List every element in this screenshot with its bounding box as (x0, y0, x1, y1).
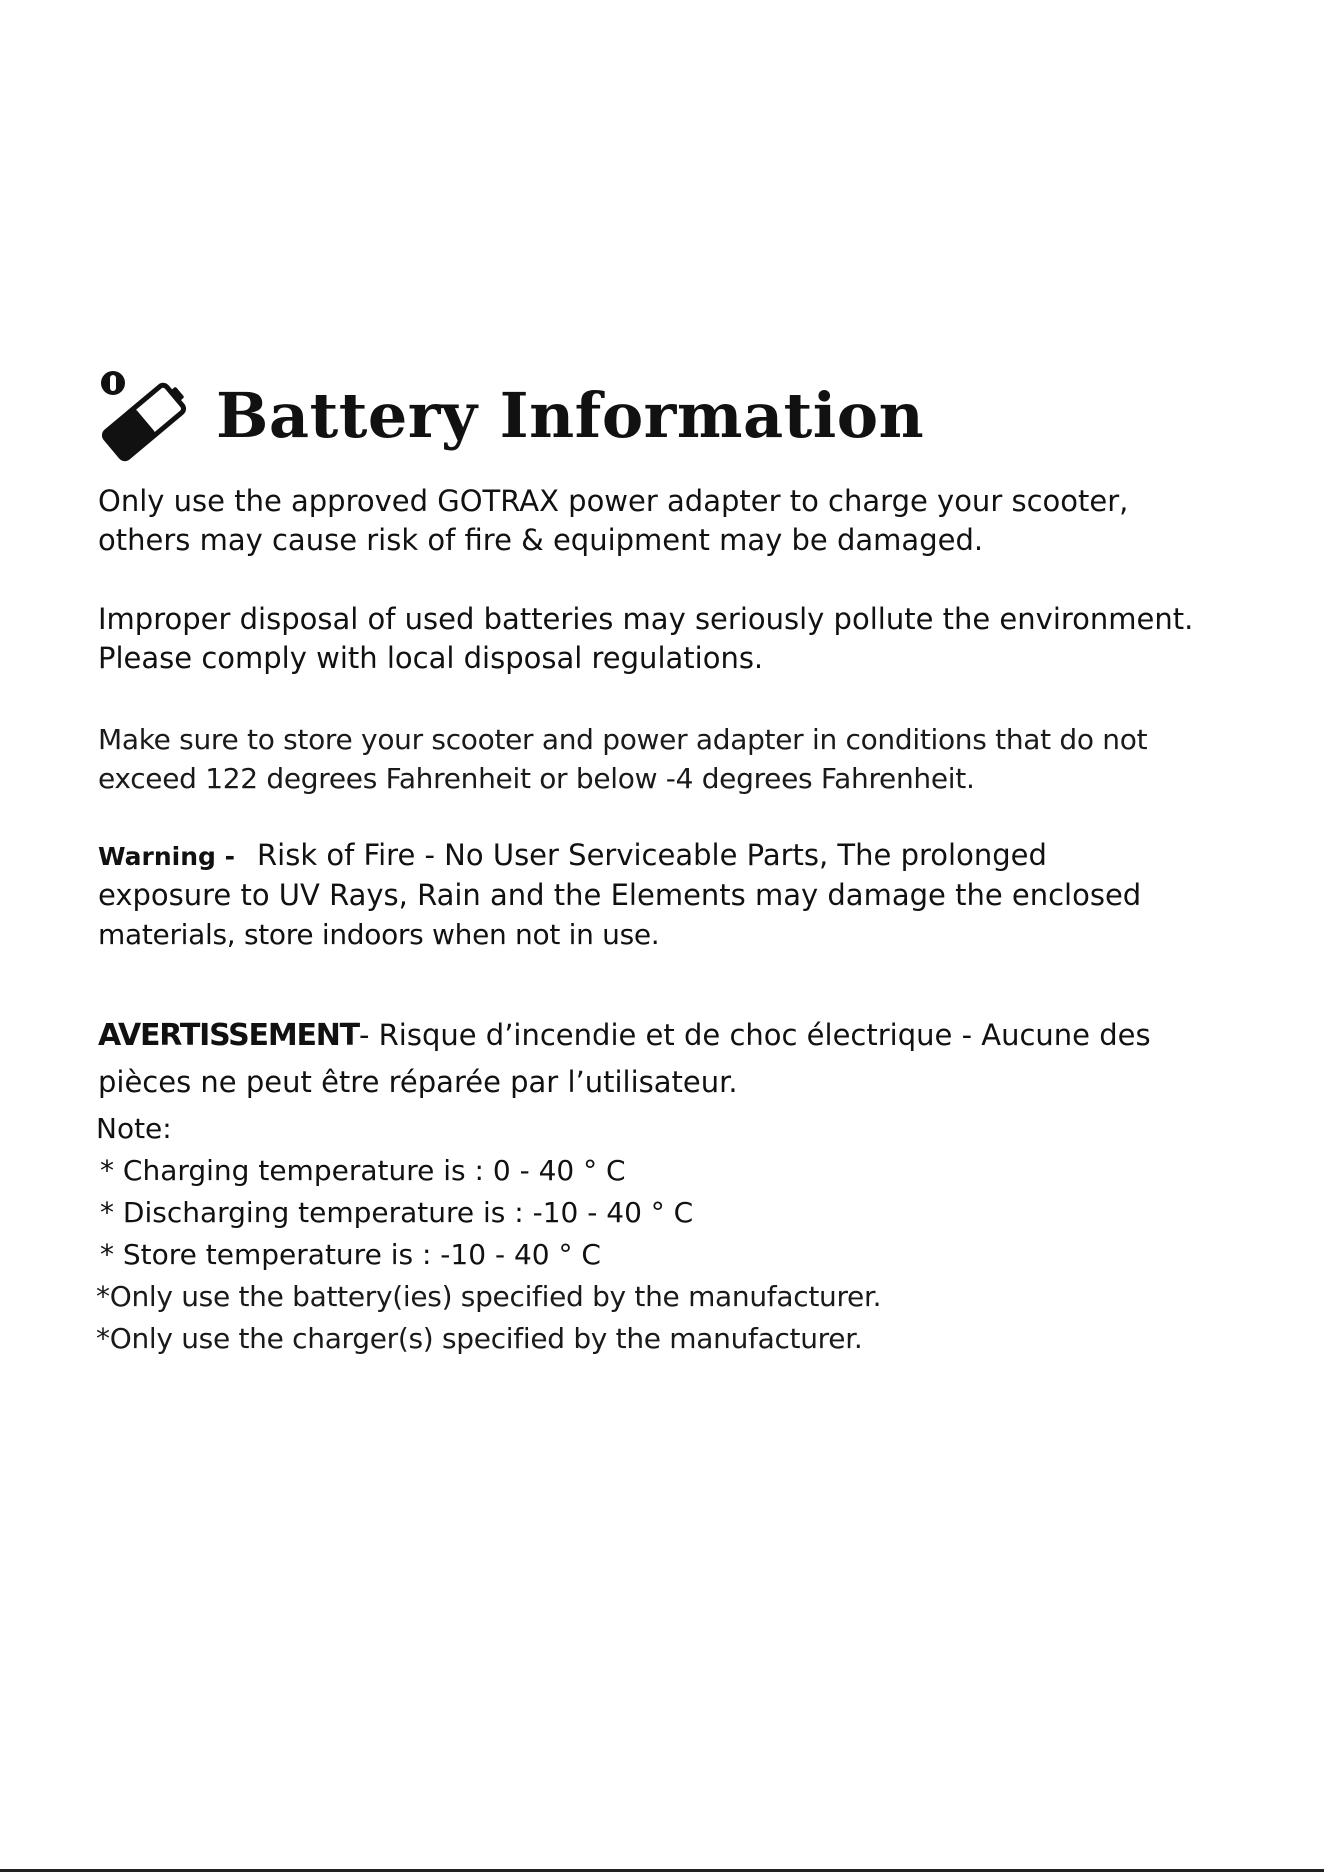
adapter-paragraph (98, 482, 1238, 560)
avertissement-line-1 (98, 1012, 1238, 1059)
adapter-line-1: Only use the approved GOTRAX power adapter to charge your scooter, (98, 484, 1129, 518)
adapter-line-2: others may cause risk of fire & equipment may be damaged. (98, 523, 984, 557)
storage-line-2: exceed 122 degrees Fahrenheit or below -4 degrees Fahrenheit. (98, 762, 975, 795)
storage-line-1: Make sure to store your scooter and power adapter in conditions that do not (98, 723, 1148, 756)
page-title: Battery Information (216, 379, 925, 452)
avertissement-line-2: pièces ne peut être réparée par l’utilisateur. (98, 1065, 738, 1099)
notes-heading: Note: (96, 1112, 172, 1145)
warning-paragraph (98, 836, 1238, 954)
note-store-temp: * Store temperature is : -10 - 40 ° C (100, 1238, 601, 1271)
avertissement-paragraph (98, 1012, 1238, 1105)
disposal-line-2: Please comply with local disposal regulations. (98, 641, 764, 675)
note-charger-spec: *Only use the charger(s) specified by the manufacturer. (96, 1322, 863, 1355)
avertissement-text-1: - Risque d’incendie et de choc électrique - Aucune des (358, 1018, 1151, 1052)
section-header (96, 366, 1196, 466)
disposal-paragraph (98, 600, 1238, 678)
warning-line-1 (98, 836, 1238, 876)
warning-text-1: Risk of Fire - No User Serviceable Parts, The prolonged (257, 838, 1047, 872)
warning-line-3: materials, store indoors when not in use. (98, 918, 660, 951)
note-battery-spec: *Only use the battery(ies) specified by the manufacturer. (96, 1280, 882, 1313)
notes-list (96, 1108, 1196, 1360)
storage-paragraph (98, 720, 1238, 798)
disposal-line-1: Improper disposal of used batteries may seriously pollute the environment. (98, 602, 1194, 636)
battery-icon (96, 370, 192, 466)
avertissement-label: AVERTISSEMENT (98, 1018, 359, 1053)
note-discharging-temp: * Discharging temperature is : -10 - 40 ° C (100, 1196, 694, 1229)
note-charging-temp: * Charging temperature is : 0 - 40 ° C (100, 1154, 626, 1187)
warning-label: Warning - (98, 842, 236, 871)
warning-line-2: exposure to UV Rays, Rain and the Elements may damage the enclosed (98, 878, 1142, 912)
